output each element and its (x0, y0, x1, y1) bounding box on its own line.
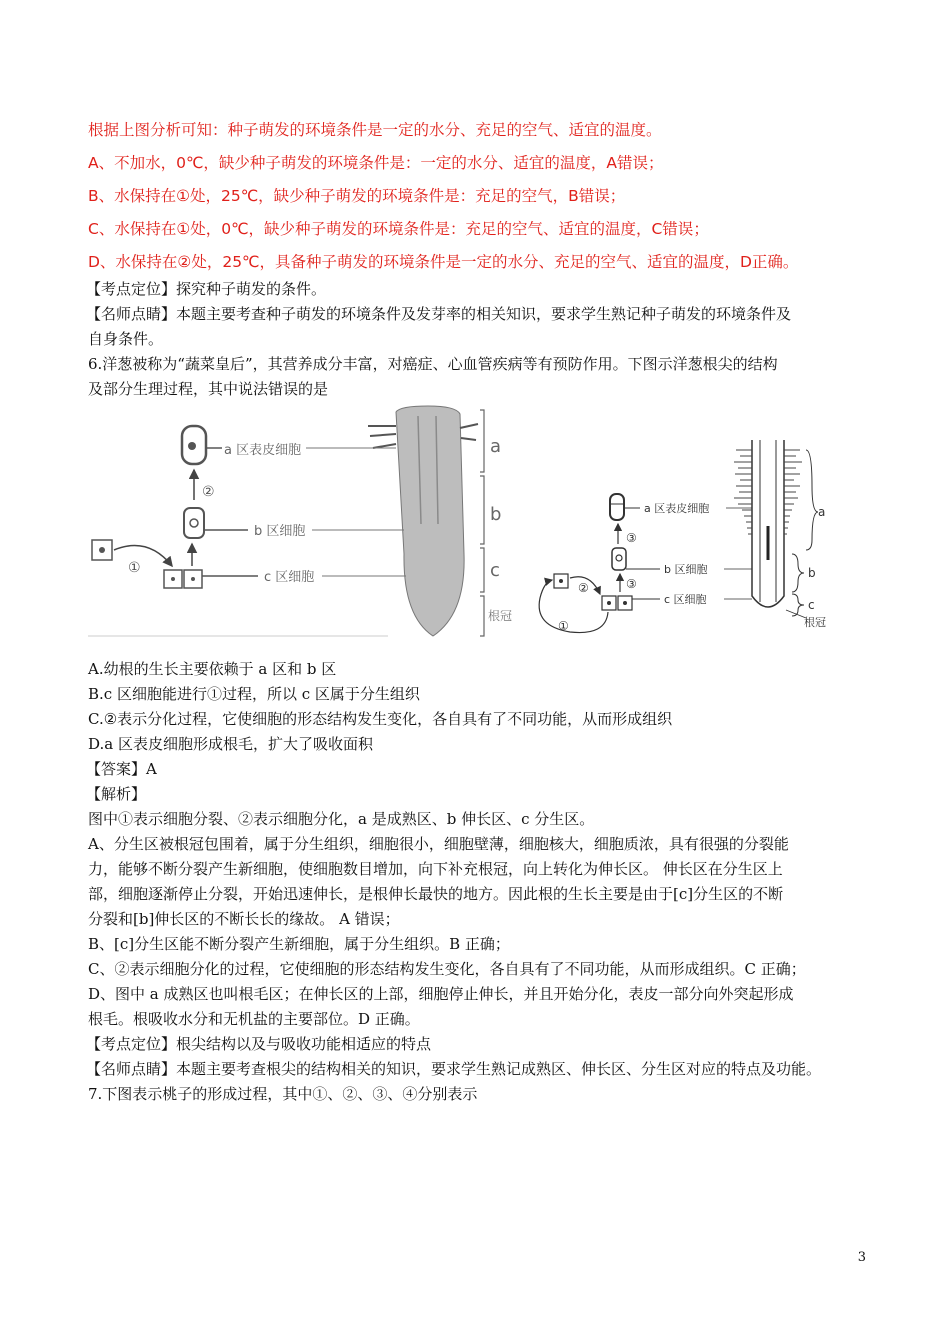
analysis-red-line-3: C、水保持在①处，0℃，缺少种子萌发的环境条件是：充足的空气、适宜的温度，C错误； (88, 220, 709, 238)
a-zone-cell-nucleus (188, 442, 196, 450)
zone-b-label: b (808, 566, 816, 580)
root-hair-ticks (734, 450, 802, 534)
q6-teacher-note: 【名师点睛】本题主要考查根尖的结构相关的知识，要求学生熟记成熟区、伸长区、分生区对应的特点及功能。 (86, 1060, 822, 1078)
b-zone-cell-label: b 区细胞 (254, 524, 306, 539)
step-3-bottom-label: ③ (626, 577, 637, 591)
step-2-label: ② (578, 581, 589, 595)
a-zone-cell (610, 494, 624, 520)
q6-analysis-heading: 【解析】 (86, 785, 147, 803)
step-2-label: ② (202, 484, 215, 500)
q6-stem-line-1: 6.洋葱被称为“蔬菜皇后”，其营养成分丰富，对癌症、心血管疾病等有预防作用。下图示洋葱根尖的结构 (88, 355, 778, 373)
q6-analysis-line-2: 力，能够不断分裂产生新细胞，使细胞数目增加，向下补充根冠，向上转化为伸长区。 伸长区在分生区上 (88, 860, 783, 878)
b-zone-cell-label: b 区细胞 (664, 563, 708, 576)
step-3-top-label: ③ (626, 531, 637, 545)
b-zone-cell (184, 508, 204, 538)
zone-brackets (792, 450, 818, 616)
q6-analysis-line-4: 分裂和[b]伸长区的不断长长的缘故。 A 错误； (88, 910, 400, 928)
q6-analysis-line-6: C、②表示细胞分化的过程，它使细胞的形态结构发生变化，各自具有了不同功能，从而形成组织。C 正确； (88, 960, 806, 978)
step-1-label: ① (128, 560, 141, 576)
page-number: 3 (857, 1250, 866, 1265)
root-tip-outline (752, 440, 784, 607)
q6-option-c: C.②表示分化过程，它使细胞的形态结构发生变化，各自具有了不同功能，从而形成组织 (88, 710, 673, 728)
root-tip-body (396, 406, 464, 636)
q6-stem-line-2: 及部分生理过程，其中说法错误的是 (88, 380, 329, 398)
zone-c-label: c (490, 560, 500, 581)
zone-a-label: a (490, 436, 502, 457)
q6-answer: 【答案】A (86, 760, 157, 778)
root-tip-figure-left (88, 404, 528, 640)
root-tip-figure-right (530, 436, 860, 636)
analysis-red-line-0: 根据上图分析可知：种子萌发的环境条件是一定的水分、充足的空气、适宜的温度。 (88, 121, 662, 139)
c-zone-cell-label: c 区细胞 (264, 570, 315, 585)
q6-topic-location: 【考点定位】根尖结构以及与吸收功能相适应的特点 (86, 1035, 432, 1053)
a-zone-cell-label: a 区表皮细胞 (644, 502, 710, 515)
q6-option-d: D.a 区表皮细胞形成根毛，扩大了吸收面积 (88, 735, 373, 753)
a-zone-cell-label: a 区表皮细胞 (224, 443, 302, 458)
q6-analysis-line-5: B、[c]分生区能不断分裂产生新细胞，属于分生组织。B 正确； (88, 935, 510, 953)
q6-analysis-line-7: D、图中 a 成熟区也叫根毛区；在伸长区的上部，细胞停止伸长，并且开始分化，表皮一部分向外突起形成 (88, 985, 794, 1003)
q5-teacher-note-line-1: 【名师点睛】本题主要考查种子萌发的环境条件及发芽率的相关知识，要求学生熟记种子萌发的环境条件及 (86, 305, 792, 323)
q5-topic-location: 【考点定位】探究种子萌发的条件。 (86, 280, 327, 298)
zone-a-label: a (818, 505, 826, 519)
q7-stem: 7.下图表示桃子的形成过程，其中①、②、③、④分别表示 (88, 1085, 478, 1103)
q6-analysis-line-8: 根毛。根吸收水分和无机盐的主要部位。D 正确。 (88, 1010, 420, 1028)
root-cap-label: 根冠 (488, 609, 513, 623)
q6-analysis-line-1: A、分生区被根冠包围着，属于分生组织，细胞很小，细胞壁薄，细胞核大，细胞质浓，具有很强的分裂能 (88, 835, 789, 853)
c-zone-cell-label: c 区细胞 (664, 593, 707, 606)
zone-b-label: b (490, 504, 502, 525)
q6-option-a: A.幼根的生长主要依赖于 a 区和 b 区 (88, 660, 337, 678)
q5-teacher-note-line-2: 自身条件。 (88, 330, 164, 348)
zone-brackets (480, 410, 484, 636)
root-cap-label: 根冠 (804, 616, 826, 629)
zone-c-label: c (808, 598, 815, 612)
analysis-red-line-2: B、水保持在①处，25℃，缺少种子萌发的环境条件是：充足的空气，B错误； (88, 187, 626, 205)
b-zone-cell (612, 548, 626, 570)
q6-option-b: B.c 区细胞能进行①过程，所以 c 区属于分生组织 (88, 685, 420, 703)
q6-analysis-line-0: 图中①表示细胞分裂、②表示细胞分化，a 是成熟区、b 伸长区、c 分生区。 (88, 810, 595, 828)
q6-analysis-line-3: 部，细胞逐渐停止分裂，开始迅速伸长，是根伸长最快的地方。因此根的生长主要是由于[c]分生区的不断 (88, 885, 784, 903)
analysis-red-line-4: D、水保持在②处，25℃，具备种子萌发的环境条件是一定的水分、充足的空气、适宜的温度，D正确。 (88, 253, 799, 271)
analysis-red-line-1: A、不加水，0℃，缺少种子萌发的环境条件是：一定的水分、适宜的温度，A错误； (88, 154, 664, 172)
step-1-label: ① (558, 619, 569, 633)
